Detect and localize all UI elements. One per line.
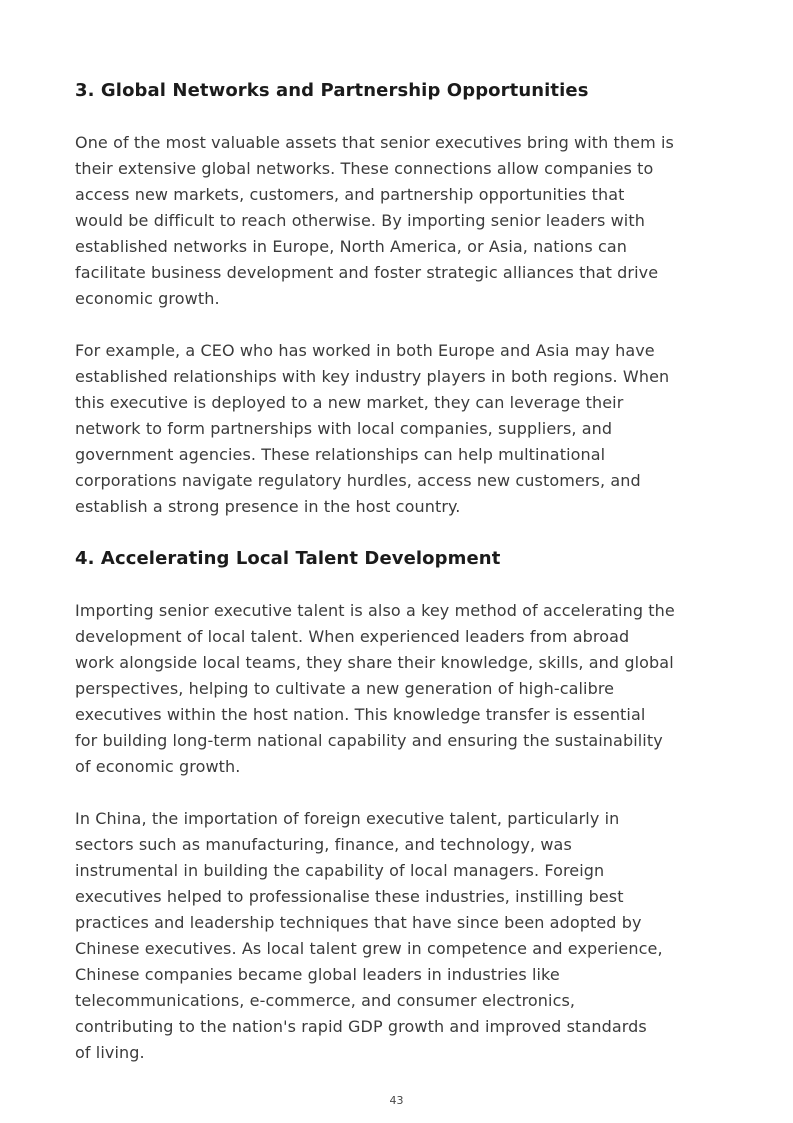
section-heading: 4. Accelerating Local Talent Development (75, 548, 501, 569)
text-line: development of local talent. When experienced leaders from abroad (75, 627, 630, 646)
text-line: Chinese executives. As local talent grew in competence and experience, (75, 939, 663, 958)
text-line: perspectives, helping to cultivate a new generation of high-calibre (75, 679, 615, 698)
text-line: establish a strong presence in the host country. (75, 497, 461, 516)
document-content (75, 78, 723, 1092)
text-line: this executive is deployed to a new market, they can leverage their (75, 393, 624, 412)
section-local-talent-development (75, 546, 723, 1066)
text-line: network to form partnerships with local companies, suppliers, and (75, 419, 613, 438)
paragraph (75, 130, 723, 312)
text-line: sectors such as manufacturing, finance, and technology, was (75, 835, 572, 854)
text-line: facilitate business development and foster strategic alliances that drive (75, 263, 659, 282)
text-line: of living. (75, 1043, 145, 1062)
text-line: of economic growth. (75, 757, 241, 776)
text-line: established networks in Europe, North America, or Asia, nations can (75, 237, 627, 256)
text-line: executives helped to professionalise these industries, instilling best (75, 887, 624, 906)
text-line: telecommunications, e-commerce, and consumer electronics, (75, 991, 576, 1010)
section-global-networks (75, 78, 723, 520)
paragraph (75, 338, 723, 520)
text-line: would be difficult to reach otherwise. By importing senior leaders with (75, 211, 645, 230)
text-line: practices and leadership techniques that have since been adopted by (75, 913, 642, 932)
text-line: One of the most valuable assets that senior executives bring with them is (75, 133, 674, 152)
text-line: economic growth. (75, 289, 220, 308)
paragraph (75, 598, 723, 780)
text-line: established relationships with key industry players in both regions. When (75, 367, 670, 386)
text-line: corporations navigate regulatory hurdles, access new customers, and (75, 471, 641, 490)
text-line: work alongside local teams, they share their knowledge, skills, and global (75, 653, 674, 672)
text-line: government agencies. These relationships can help multinational (75, 445, 606, 464)
text-line: access new markets, customers, and partnership opportunities that (75, 185, 625, 204)
text-line: instrumental in building the capability of local managers. Foreign (75, 861, 605, 880)
text-line: Importing senior executive talent is also a key method of accelerating the (75, 601, 675, 620)
text-line: For example, a CEO who has worked in both Europe and Asia may have (75, 341, 655, 360)
text-line: their extensive global networks. These connections allow companies to (75, 159, 654, 178)
text-line: contributing to the nation's rapid GDP growth and improved standards (75, 1017, 647, 1036)
paragraph (75, 806, 723, 1066)
section-heading: 3. Global Networks and Partnership Opportunities (75, 80, 589, 101)
text-line: In China, the importation of foreign executive talent, particularly in (75, 809, 620, 828)
page-footer (0, 1089, 793, 1108)
page-number: 43 (389, 1094, 404, 1107)
text-line: executives within the host nation. This knowledge transfer is essential (75, 705, 646, 724)
text-line: for building long-term national capability and ensuring the sustainability (75, 731, 663, 750)
text-line: Chinese companies became global leaders in industries like (75, 965, 560, 984)
